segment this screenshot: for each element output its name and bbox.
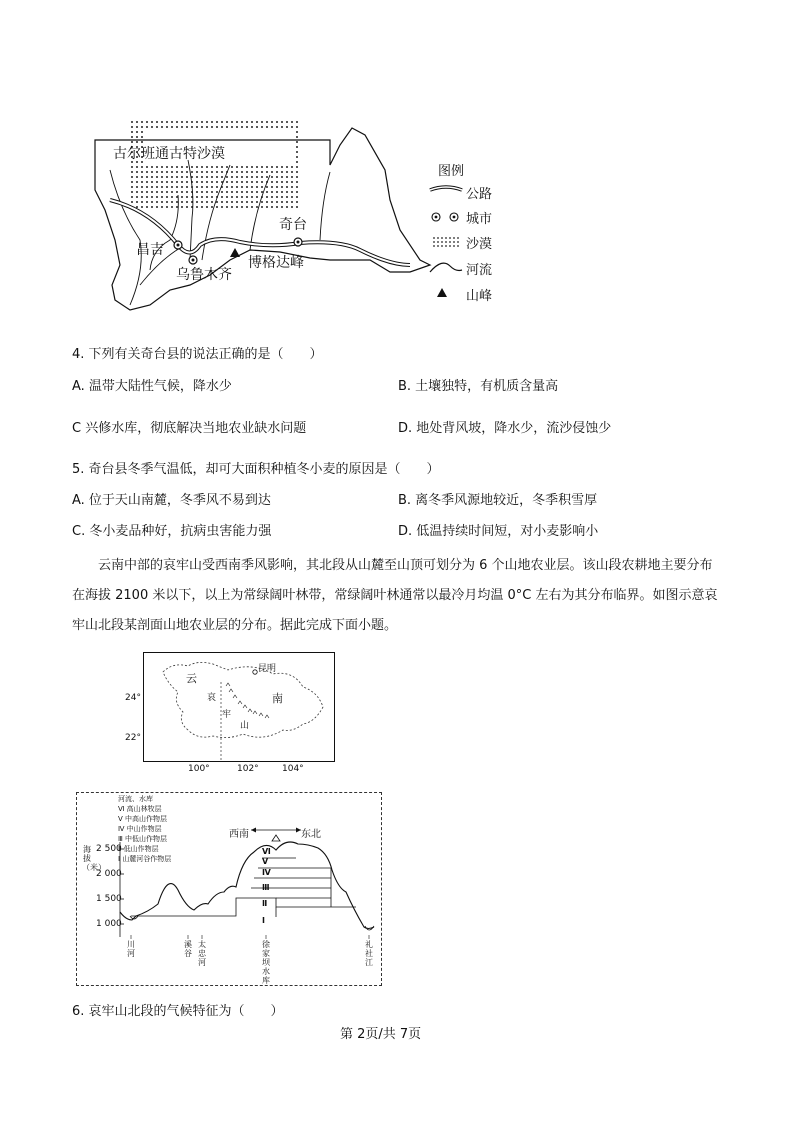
legend-label-river: 河流: [466, 263, 493, 278]
map2-mountain-ai: 哀: [207, 693, 217, 703]
layer-mark-4: Ⅳ: [262, 868, 271, 877]
map2-char-yun: 云: [186, 672, 197, 685]
ailao-mountain-marks: [226, 683, 269, 718]
q5-option-b[interactable]: B. 离冬季风源地较近，冬季积雪厚: [398, 493, 598, 508]
layer-mark-3: Ⅲ: [262, 883, 270, 892]
q4-option-a[interactable]: A. 温带大陆性气候，降水少: [72, 379, 232, 394]
lon-100: 100°: [188, 764, 210, 774]
profile-legend-2: Ⅴ 中高山作物层: [118, 815, 168, 823]
q5-stem: 5. 奇台县冬季气温低，却可大面积种植冬小麦的原因是（ ）: [72, 462, 440, 477]
desert-icon: [431, 237, 461, 249]
profile-legend-3: Ⅳ 中山作物层: [118, 825, 162, 833]
q5-option-d[interactable]: D. 低温持续时间短，对小麦影响小: [398, 524, 599, 539]
map2-city-kunming: 昆明: [258, 664, 277, 674]
y-tick-2500: 2 500: [96, 844, 122, 854]
yunnan-map-svg: [143, 652, 333, 760]
legend-symbols: [428, 180, 468, 315]
y-tick-2000: 2 000: [96, 869, 122, 879]
layer-mark-5: Ⅴ: [262, 857, 269, 866]
x-label-lishejiang: 礼社江: [365, 940, 373, 967]
q4-option-c[interactable]: C 兴修水库，彻底解决当地农业缺水问题: [72, 421, 307, 436]
q4-option-b[interactable]: B. 土壤独特，有机质含量高: [398, 379, 559, 394]
direction-southwest: 西南: [229, 829, 249, 840]
lat-24: 24°: [125, 693, 141, 703]
profile-legend-5: Ⅱ 低山作物层: [118, 845, 159, 853]
intro-paragraph: 云南中部的哀牢山受西南季风影响，其北段从山麓至山顶可划分为 6 个山地农业层。该山段农耕地主要分布在海拔 2100 米以下，以上为常绿阔叶林带，常绿阔叶林通常以最冷月均温 0°C 左右为其分布临界。如图示意哀牢山北段某剖面山地农业层的分布。据此完成下面小题。: [72, 558, 718, 633]
legend-label-peak: 山峰: [466, 289, 493, 304]
peak-label: 博格达峰: [248, 255, 304, 271]
lon-102: 102°: [237, 764, 259, 774]
page-footer: 第 2页/共 7页: [340, 1027, 422, 1042]
lon-104: 104°: [282, 764, 304, 774]
legend-title: 图例: [438, 164, 465, 179]
city-label-urumqi: 乌鲁木齐: [176, 267, 232, 283]
x-label-chuanhe: 川河: [127, 940, 135, 958]
legend-label-city: 城市: [466, 212, 493, 227]
peak-bogda: [230, 248, 240, 257]
y-tick-1000: 1 000: [96, 919, 122, 929]
profile-legend-6: Ⅰ 山麓河谷作物层: [118, 855, 172, 863]
legend-label-road: 公路: [466, 187, 493, 202]
direction-northeast: 东北: [301, 829, 321, 840]
x-label-xujiaba: 徐家坝水库: [262, 940, 270, 985]
profile-legend-4: Ⅲ 中低山作物层: [118, 835, 168, 843]
profile-legend-1: Ⅵ 高山林牧层: [118, 805, 162, 813]
city-kunming: [253, 670, 257, 674]
q5-option-c[interactable]: C. 冬小麦品种好，抗病虫害能力强: [72, 524, 272, 539]
y-tick-1500: 1 500: [96, 894, 122, 904]
map2-char-nan: 南: [272, 692, 283, 705]
layer-mark-6: Ⅵ: [262, 847, 271, 856]
city-icon: [432, 213, 458, 221]
summit-marker: [272, 835, 280, 841]
river-icon: [430, 263, 462, 272]
map2-mountain-lao: 牢: [222, 710, 232, 720]
q4-option-d[interactable]: D. 地处背风坡，降水少，流沙侵蚀少: [398, 421, 612, 436]
map2-mountain-shan: 山: [240, 721, 250, 731]
layer-mark-1: Ⅰ: [262, 916, 265, 925]
x-label-xigu: 溪谷: [184, 940, 192, 958]
lat-22: 22°: [125, 733, 141, 743]
profile-legend-0: 河流、水库: [118, 795, 153, 803]
x-label-taizhonghe: 太忠河: [198, 940, 206, 967]
layer-mark-2: Ⅱ: [262, 899, 268, 908]
y-axis-label: 海拔（米）: [82, 845, 106, 872]
q6-stem: 6. 哀牢山北段的气候特征为（ ）: [72, 1004, 284, 1019]
q4-stem: 4. 下列有关奇台县的说法正确的是（ ）: [72, 347, 323, 362]
city-label-changji: 昌吉: [136, 242, 164, 258]
desert-label: 古尔班通古特沙漠: [113, 146, 225, 162]
city-label-qitai: 奇台: [279, 217, 307, 233]
legend-label-desert: 沙漠: [466, 237, 493, 252]
q5-option-a[interactable]: A. 位于天山南麓，冬季风不易到达: [72, 493, 271, 508]
peak-icon: [437, 288, 447, 297]
